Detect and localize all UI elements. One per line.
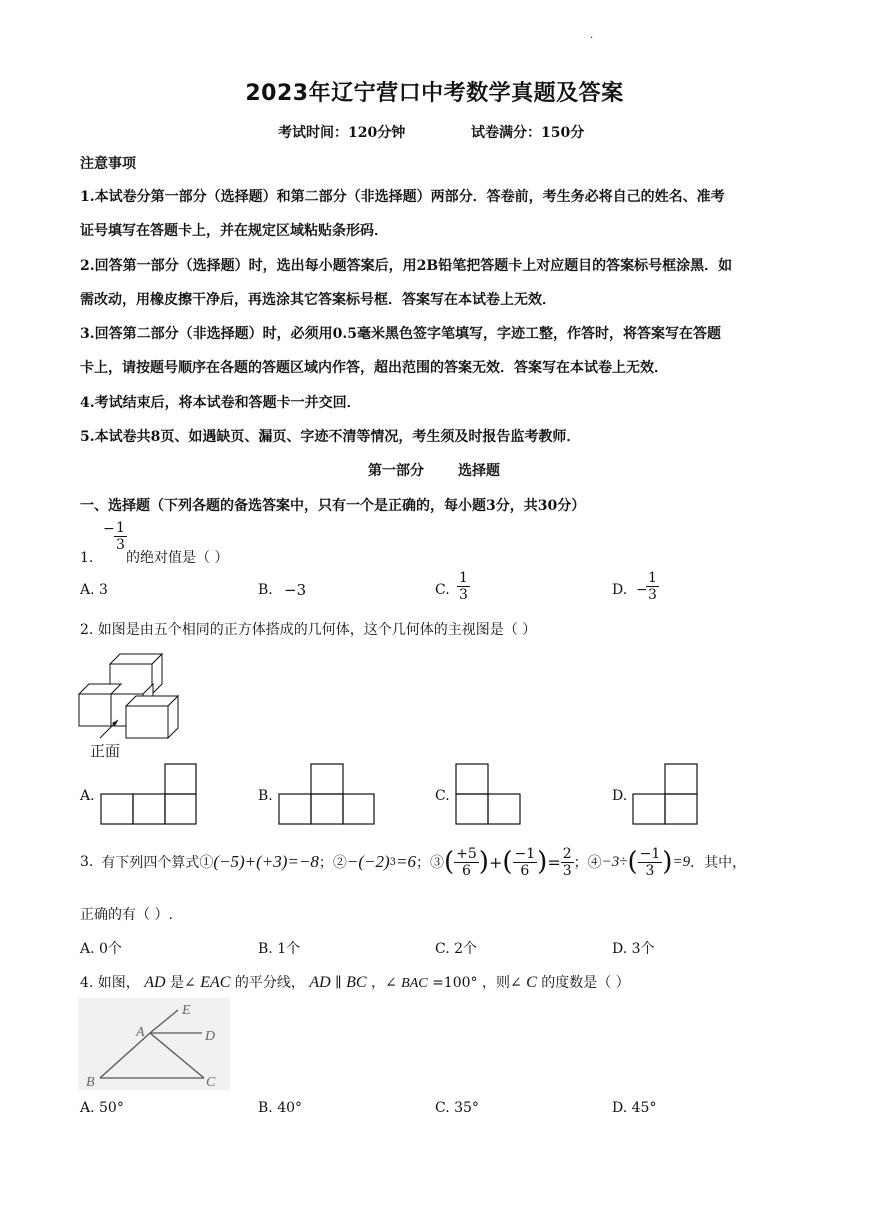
q3-option-a: A. 0个 xyxy=(80,941,122,957)
q1-minus: − xyxy=(103,521,115,537)
q2-front-label: 正面 xyxy=(90,742,121,760)
q4-t9: BAC xyxy=(401,976,428,991)
q4-t2: 是∠ xyxy=(170,975,196,991)
q3-sep2: ；③ xyxy=(416,855,444,871)
q2-option-c: C. xyxy=(435,788,450,804)
q3-e3-eq: = xyxy=(547,852,561,872)
q3-option-c: C. 2个 xyxy=(435,941,478,957)
q1-option-d-minus: − xyxy=(636,582,648,598)
q2-option-a: A. xyxy=(80,788,95,804)
page-title: 2023年辽宁营口中考数学真题及答案 xyxy=(245,81,624,106)
q3-option-d: D. 3个 xyxy=(612,941,655,957)
q1-d-den: 3 xyxy=(648,587,657,603)
q4-t8: ，∠ xyxy=(370,975,397,991)
q4-option-c: C. 35° xyxy=(435,1100,479,1116)
full-score: 试卷满分：150分 xyxy=(471,125,585,141)
q3-e3a-num: +5 xyxy=(456,845,477,862)
q3-expr1: (−5)+(+3)=−8 xyxy=(213,852,319,871)
q1-option-d-fraction xyxy=(646,570,659,603)
q1-c-den: 3 xyxy=(459,587,468,603)
q4-t5: AD xyxy=(309,974,331,991)
q1-option-c-label: C. xyxy=(435,582,450,598)
q3-expr2: −(−2) xyxy=(346,852,390,871)
q2-stem: 2. 如图是由五个相同的正方体搭成的几何体，这个几何体的主视图是（ ） xyxy=(80,622,537,638)
section-heading: 一、选择题（下列各题的备选答案中，只有一个是正确的，每小题3分，共30分） xyxy=(80,498,586,514)
q4-number: 4. 如图， xyxy=(80,975,140,991)
q4-label-d: D xyxy=(205,1029,216,1044)
q4-t10: =100° xyxy=(432,975,478,991)
q4-option-a: A. 50° xyxy=(80,1100,124,1116)
q4-label-a: A xyxy=(136,1025,145,1040)
q3-sep1: ；② xyxy=(318,855,347,871)
q3-e4-den: 3 xyxy=(645,862,655,879)
notice-line: 需改动，用橡皮擦干净后，再选涂其它答案标号框．答案写在本试卷上无效． xyxy=(80,292,556,308)
q3-sep3: ；④ xyxy=(573,855,602,871)
notice-line: 2.回答第一部分（选择题）时，选出每小题答案后，用2B铅笔把答题卡上对应题目的答案标号框涂黑．如 xyxy=(80,258,733,274)
q4-t7: BC xyxy=(346,974,367,991)
q3-e3c-den: 3 xyxy=(562,862,572,879)
q3-expr2-exp: 3 xyxy=(389,856,397,868)
q1-option-b-value: −3 xyxy=(284,581,307,599)
q3-e3b-den: 6 xyxy=(520,862,530,879)
q1-c-num: 1 xyxy=(459,570,468,586)
q4-t11: ，则∠ xyxy=(481,975,522,991)
q2-option-c-figure xyxy=(455,762,523,826)
part1-heading-a: 第一部分 xyxy=(368,463,424,479)
notice-line: 1.本试卷分第一部分（选择题）和第二部分（非选择题）两部分．答卷前，考生务必将自己的姓名、准考 xyxy=(80,189,725,205)
notice-heading: 注意事项 xyxy=(80,156,136,172)
notice-line: 证号填写在答题卡上，并在规定区域粘贴条形码． xyxy=(80,223,388,239)
q3-intro: 有下列四个算式① xyxy=(101,855,214,871)
q4-t1: AD xyxy=(144,974,166,991)
q1-option-b-label: B. xyxy=(258,582,273,598)
q1-option-c-fraction xyxy=(457,570,470,603)
q1-stem: 的绝对值是（ ） xyxy=(126,550,229,566)
q3-number: 3. xyxy=(80,854,94,870)
part1-heading-b: 选择题 xyxy=(458,463,500,479)
notice-line: 4.考试结束后，将本试卷和答题卡一并交回． xyxy=(80,395,361,411)
q2-option-a-figure xyxy=(100,762,198,826)
q4-label-b: B xyxy=(86,1075,95,1090)
q1-option-a: A. 3 xyxy=(80,582,108,598)
q1-d-num: 1 xyxy=(648,570,657,586)
q3-expr4-eq: =9 xyxy=(672,853,691,870)
q3-e3c-num: 2 xyxy=(562,845,572,862)
q3-option-b: B. 1个 xyxy=(258,941,301,957)
q4-label-c: C xyxy=(206,1075,216,1090)
notice-line: 5.本试卷共8页、如遇缺页、漏页、字迹不清等情况，考生须及时报告监考教师． xyxy=(80,429,581,445)
q4-option-b: B. 40° xyxy=(258,1100,303,1116)
q4-t4: 的平分线， xyxy=(234,975,305,991)
q4-t6: ∥ xyxy=(335,975,342,991)
q4-t13: 的度数是（ ） xyxy=(541,975,630,991)
q3-tail: ．其中， xyxy=(690,855,747,871)
q2-option-d-figure xyxy=(632,762,700,826)
q4-t12: C xyxy=(526,974,537,991)
notice-line: 卡上，请按题号顺序在各题的答题区域内作答，超出范围的答案无效．答案写在本试卷上无效． xyxy=(80,360,668,376)
q1-fraction xyxy=(114,520,127,553)
q3-expr4: −3÷ xyxy=(601,853,628,870)
q1-number: 1. xyxy=(80,550,94,566)
q2-option-d: D. xyxy=(612,788,628,804)
header-dot: . xyxy=(590,30,594,41)
q3-e3-plus: + xyxy=(488,852,503,872)
q3-stem-line2: 正确的有（ ）. xyxy=(80,907,173,923)
q3-e3b-num: −1 xyxy=(514,845,536,862)
notice-line: 3.回答第二部分（非选择题）时，必须用0.5毫米黑色签字笔填写，字迹工整，作答时，将答案写在答题 xyxy=(80,326,721,342)
q2-option-b: B. xyxy=(258,788,273,804)
q3-e3a-den: 6 xyxy=(462,862,471,879)
q4-label-e: E xyxy=(182,1003,191,1018)
q1-frac-num: 1 xyxy=(116,520,125,536)
q1-option-d-label: D. xyxy=(612,582,628,598)
q4-t3: EAC xyxy=(200,974,231,991)
q3-e4-num: −1 xyxy=(639,845,661,862)
exam-time: 考试时间：120分钟 xyxy=(278,125,406,141)
q1-frac-den: 3 xyxy=(116,537,125,553)
q4-option-d: D. 45° xyxy=(612,1100,657,1116)
q4-triangle-figure xyxy=(78,998,230,1090)
q3-stem: 3. 有下列四个算式① (−5)+(+3)=−8 ；② −(−2) 3 =6 ；③ ( $\frac{+5}{6}$ ) + ( $\frac{-1}{6}$ ) = $\frac{2}{3}$ ；④ −3÷ ( $\frac{-1}{3}$ ) =9 ．其中， xyxy=(80,845,747,879)
q3-expr2-b: =6 xyxy=(396,852,416,871)
q2-option-b-figure xyxy=(278,762,376,826)
q4-stem xyxy=(80,972,630,992)
